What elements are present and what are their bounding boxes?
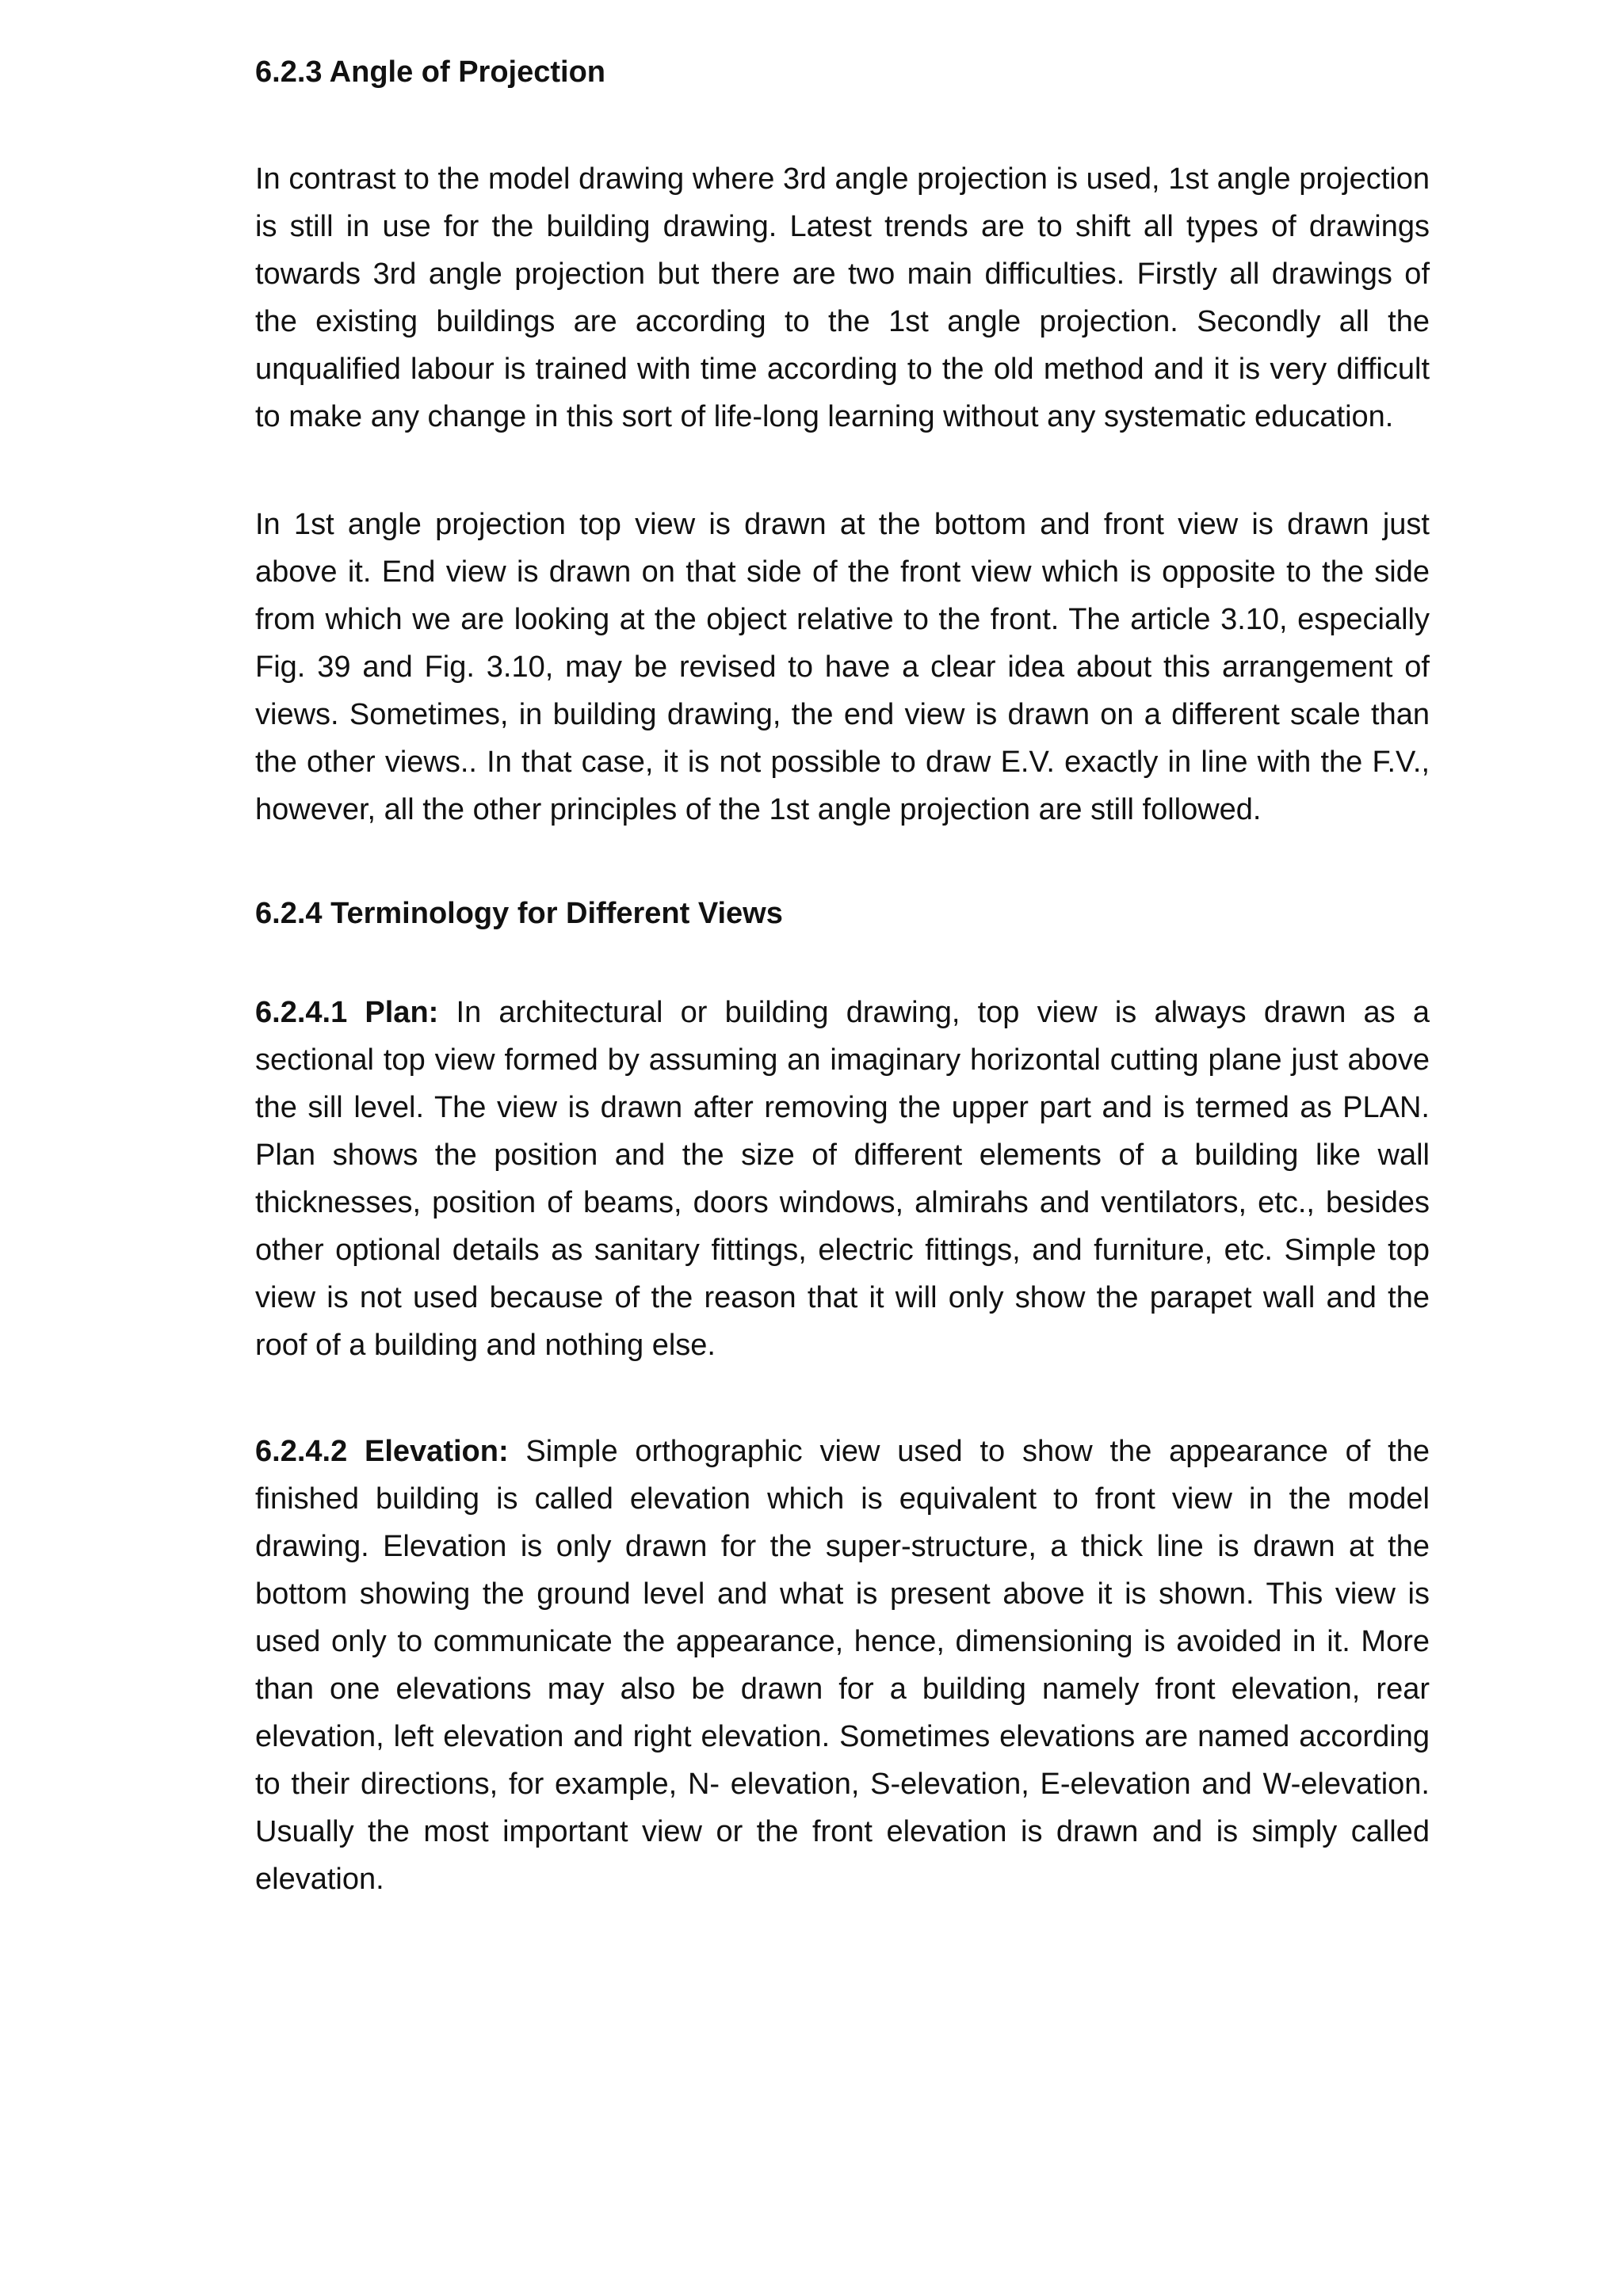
elevation-text: Simple orthographic view used to show the appearance of the finished building is called elevation which is equivalent to front view in the model drawing. Elevation is only drawn for the super-structure, a thick line is drawn at the bottom showing the ground level and what is present above it is shown. This view is used only to communicate the appearance, hence, dimensioning is avoided in it. More than one elevations may also be drawn for a building namely front elevation, rear elevation, left elevation and right elevation. Sometimes elevations are named according to their directions, for example, N- elevation, S-elevation, E-elevation and W-elevation. Usually the most important view or the front elevation is drawn and is simply called elevation. <box>255 1435 1430 1896</box>
document-page <box>255 52 1430 1903</box>
paragraph-elevation <box>255 1428 1430 1903</box>
section-heading-terminology: 6.2.4 Terminology for Different Views <box>255 897 783 930</box>
paragraph-angle-contrast: In contrast to the model drawing where 3rd angle projection is used, 1st angle projection is still in use for the building drawing. Latest trends are to shift all types of drawings towards 3rd angle projection but there are two main difficulties. Firstly all drawings of the existing buildings are according to the 1st angle projection. Secondly all the unqualified labour is trained with time according to the old method and it is very difficult to make any change in this sort of life-long learning without any systematic education. <box>255 162 1430 433</box>
plan-label: 6.2.4.1 Plan: <box>255 996 439 1029</box>
plan-text: In architectural or building drawing, top view is always drawn as a sectional top view formed by assuming an imaginary horizontal cutting plane just above the sill level. The view is drawn after removing the upper part and is termed as PLAN. Plan shows the position and the size of different elements of a building like wall thicknesses, position of beams, doors windows, almirahs and ventilators, etc., besides other optional details as sanitary fittings, electric fittings, and furniture, etc. Simple top view is not used because of the reason that it will only show the parapet wall and the roof of a building and nothing else. <box>255 996 1430 1362</box>
paragraph-plan <box>255 989 1430 1369</box>
paragraph-first-angle-arrangement: In 1st angle projection top view is drawn at the bottom and front view is drawn just above it. End view is drawn on that side of the front view which is opposite to the side from which we are looking at the object relative to the front. The article 3.10, especially Fig. 39 and Fig. 3.10, may be revised to have a clear idea about this arrangement of views. Sometimes, in building drawing, the end view is drawn on a different scale than the other views.. In that case, it is not possible to draw E.V. exactly in line with the F.V., however, all the other principles of the 1st angle projection are still followed. <box>255 508 1430 826</box>
elevation-label: 6.2.4.2 Elevation: <box>255 1435 509 1468</box>
section-heading-angle-of-projection: 6.2.3 Angle of Projection <box>255 55 606 89</box>
